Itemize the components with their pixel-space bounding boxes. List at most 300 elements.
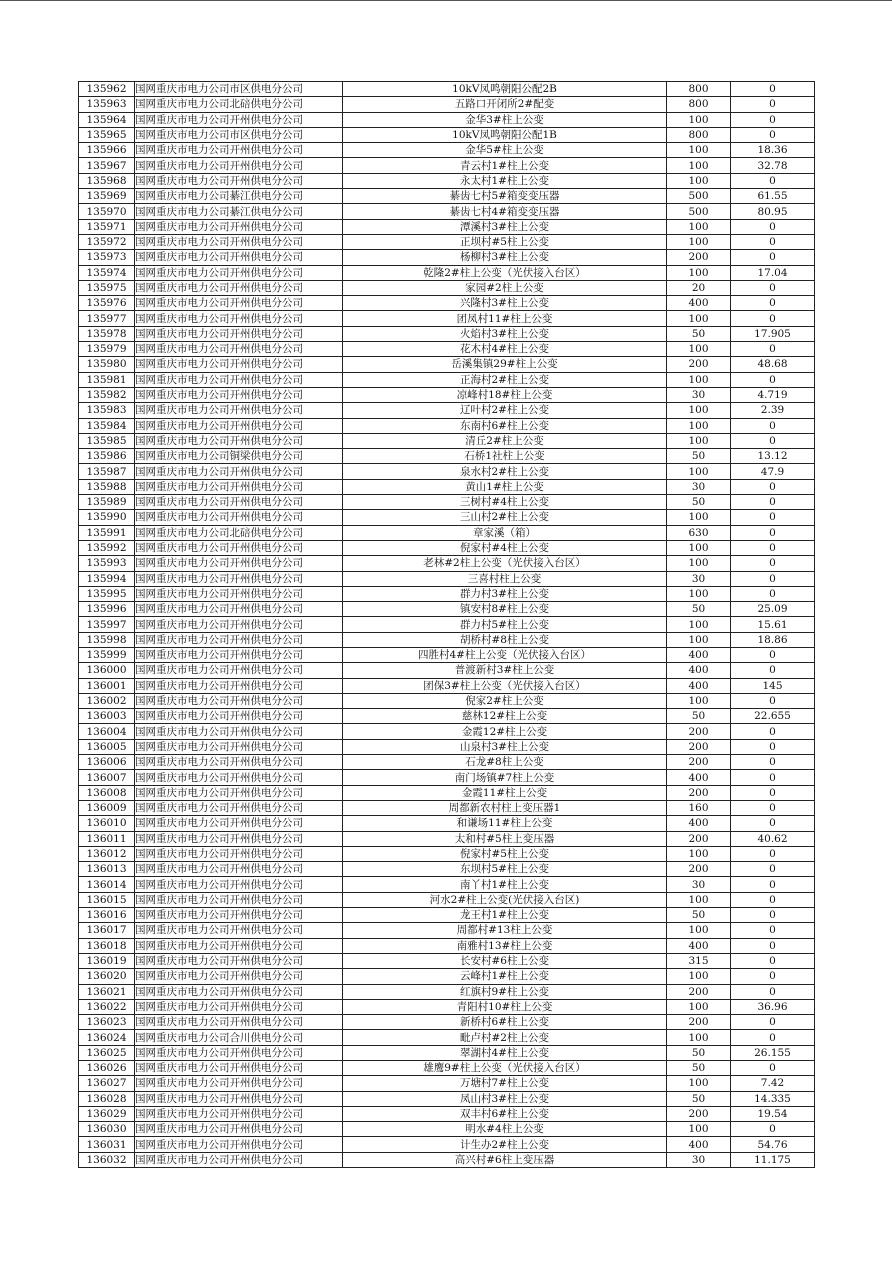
- table-row: [79, 173, 815, 188]
- capacity-cell: 200: [667, 739, 731, 754]
- table-row: [79, 510, 815, 525]
- value-cell: 19.54: [731, 1106, 815, 1121]
- value-cell: 0: [731, 938, 815, 953]
- table-row: [79, 143, 815, 158]
- row-id-cell: 136003: [79, 709, 135, 724]
- company-cell: 国网重庆市电力公司开州供电分公司: [135, 999, 343, 1014]
- row-id-cell: 135990: [79, 510, 135, 525]
- capacity-cell: 50: [667, 1061, 731, 1076]
- row-id-cell: 136021: [79, 984, 135, 999]
- company-cell: 国网重庆市电力公司开州供电分公司: [135, 632, 343, 647]
- company-cell: 国网重庆市电力公司开州供电分公司: [135, 556, 343, 571]
- row-id-cell: 136002: [79, 693, 135, 708]
- capacity-cell: 100: [667, 403, 731, 418]
- transformer-name-cell: 和谦场11#柱上公变: [343, 816, 667, 831]
- row-id-cell: 136005: [79, 739, 135, 754]
- transformer-name-cell: 普渡新村3#柱上公变: [343, 663, 667, 678]
- table-row: [79, 602, 815, 617]
- value-cell: 15.61: [731, 617, 815, 632]
- company-cell: 国网重庆市电力公司綦江供电分公司: [135, 189, 343, 204]
- value-cell: 0: [731, 984, 815, 999]
- row-id-cell: 135963: [79, 97, 135, 112]
- row-id-cell: 136004: [79, 724, 135, 739]
- row-id-cell: 135976: [79, 296, 135, 311]
- capacity-cell: 100: [667, 969, 731, 984]
- table-row: [79, 1152, 815, 1167]
- row-id-cell: 136013: [79, 862, 135, 877]
- capacity-cell: 50: [667, 495, 731, 510]
- table-row: [79, 800, 815, 815]
- value-cell: 0: [731, 892, 815, 907]
- value-cell: 0: [731, 755, 815, 770]
- row-id-cell: 136030: [79, 1122, 135, 1137]
- value-cell: 36.96: [731, 999, 815, 1014]
- value-cell: 145: [731, 678, 815, 693]
- row-id-cell: 136014: [79, 877, 135, 892]
- table-row: [79, 280, 815, 295]
- company-cell: 国网重庆市电力公司开州供电分公司: [135, 403, 343, 418]
- value-cell: 0: [731, 250, 815, 265]
- company-cell: 国网重庆市电力公司开州供电分公司: [135, 816, 343, 831]
- table-row: [79, 342, 815, 357]
- capacity-cell: 50: [667, 1091, 731, 1106]
- transformer-name-cell: 五路口开闭所2#配变: [343, 97, 667, 112]
- transformer-name-cell: 毗卢村#2柱上公变: [343, 1030, 667, 1045]
- capacity-cell: 100: [667, 372, 731, 387]
- transformer-name-cell: 南雅村13#柱上公变: [343, 938, 667, 953]
- capacity-cell: 200: [667, 1015, 731, 1030]
- capacity-cell: 100: [667, 892, 731, 907]
- table-row: [79, 296, 815, 311]
- row-id-cell: 135972: [79, 234, 135, 249]
- company-cell: 国网重庆市电力公司合川供电分公司: [135, 1030, 343, 1045]
- capacity-cell: 100: [667, 693, 731, 708]
- value-cell: 61.55: [731, 189, 815, 204]
- capacity-cell: 400: [667, 816, 731, 831]
- row-id-cell: 136007: [79, 770, 135, 785]
- capacity-cell: 100: [667, 158, 731, 173]
- capacity-cell: 800: [667, 82, 731, 97]
- value-cell: 13.12: [731, 449, 815, 464]
- transformer-name-cell: 清丘2#柱上公变: [343, 433, 667, 448]
- value-cell: 0: [731, 846, 815, 861]
- company-cell: 国网重庆市电力公司开州供电分公司: [135, 357, 343, 372]
- row-id-cell: 135997: [79, 617, 135, 632]
- company-cell: 国网重庆市电力公司开州供电分公司: [135, 1061, 343, 1076]
- transformer-name-cell: 章家溪（箱）: [343, 525, 667, 540]
- company-cell: 国网重庆市电力公司开州供电分公司: [135, 510, 343, 525]
- value-cell: 0: [731, 112, 815, 127]
- table-row: [79, 1030, 815, 1045]
- table-row: [79, 387, 815, 402]
- value-cell: 0: [731, 693, 815, 708]
- transformer-name-cell: 双丰村6#柱上公变: [343, 1106, 667, 1121]
- row-id-cell: 135978: [79, 326, 135, 341]
- transformer-name-cell: 河水2#柱上公变(光伏接入台区): [343, 892, 667, 907]
- table-row: [79, 372, 815, 387]
- value-cell: 40.62: [731, 831, 815, 846]
- transformer-name-cell: 火焰村3#柱上公变: [343, 326, 667, 341]
- transformer-name-cell: 青云村1#柱上公变: [343, 158, 667, 173]
- table-row: [79, 495, 815, 510]
- transformer-name-cell: 乾隆2#柱上公变（光伏接入台区）: [343, 265, 667, 280]
- table-row: [79, 632, 815, 647]
- transformer-name-cell: 龙王村1#柱上公变: [343, 908, 667, 923]
- table-row: [79, 617, 815, 632]
- row-id-cell: 135985: [79, 433, 135, 448]
- row-id-cell: 135981: [79, 372, 135, 387]
- capacity-cell: 30: [667, 387, 731, 402]
- transformer-name-cell: 岳溪集镇29#柱上公变: [343, 357, 667, 372]
- company-cell: 国网重庆市电力公司开州供电分公司: [135, 877, 343, 892]
- row-id-cell: 136026: [79, 1061, 135, 1076]
- transformer-name-cell: 花木村4#柱上公变: [343, 342, 667, 357]
- capacity-cell: 100: [667, 632, 731, 647]
- company-cell: 国网重庆市电力公司开州供电分公司: [135, 1122, 343, 1137]
- transformer-name-cell: 南丫村1#柱上公变: [343, 877, 667, 892]
- company-cell: 国网重庆市电力公司开州供电分公司: [135, 800, 343, 815]
- table-row: [79, 586, 815, 601]
- table-row: [79, 724, 815, 739]
- transformer-name-cell: 群力村5#柱上公变: [343, 617, 667, 632]
- capacity-cell: 100: [667, 464, 731, 479]
- row-id-cell: 135967: [79, 158, 135, 173]
- capacity-cell: 50: [667, 449, 731, 464]
- capacity-cell: 315: [667, 953, 731, 968]
- value-cell: 2.39: [731, 403, 815, 418]
- value-cell: 80.95: [731, 204, 815, 219]
- capacity-cell: 100: [667, 1076, 731, 1091]
- table-row: [79, 739, 815, 754]
- row-id-cell: 136027: [79, 1076, 135, 1091]
- company-cell: 国网重庆市电力公司开州供电分公司: [135, 495, 343, 510]
- capacity-cell: 400: [667, 678, 731, 693]
- company-cell: 国网重庆市电力公司开州供电分公司: [135, 311, 343, 326]
- table-row: [79, 540, 815, 555]
- capacity-cell: 100: [667, 265, 731, 280]
- capacity-cell: 100: [667, 143, 731, 158]
- transformer-name-cell: 凉峰村18#柱上公变: [343, 387, 667, 402]
- transformer-name-cell: 金霞11#柱上公变: [343, 785, 667, 800]
- company-cell: 国网重庆市电力公司开州供电分公司: [135, 158, 343, 173]
- row-id-cell: 136024: [79, 1030, 135, 1045]
- table-row: [79, 311, 815, 326]
- transformer-name-cell: 家园#2柱上公变: [343, 280, 667, 295]
- table-row: [79, 1061, 815, 1076]
- company-cell: 国网重庆市电力公司开州供电分公司: [135, 953, 343, 968]
- transformer-name-cell: 永太村1#柱上公变: [343, 173, 667, 188]
- company-cell: 国网重庆市电力公司开州供电分公司: [135, 831, 343, 846]
- capacity-cell: 800: [667, 127, 731, 142]
- transformer-name-cell: 南门场镇#7柱上公变: [343, 770, 667, 785]
- row-id-cell: 135975: [79, 280, 135, 295]
- row-id-cell: 135988: [79, 479, 135, 494]
- transformer-name-cell: 团保3#柱上公变（光伏接入台区）: [343, 678, 667, 693]
- company-cell: 国网重庆市电力公司开州供电分公司: [135, 326, 343, 341]
- value-cell: 7.42: [731, 1076, 815, 1091]
- value-cell: 0: [731, 586, 815, 601]
- company-cell: 国网重庆市电力公司开州供电分公司: [135, 846, 343, 861]
- transformer-name-cell: 潭溪村3#柱上公变: [343, 219, 667, 234]
- transformer-name-cell: 綦齿七村4#箱变变压器: [343, 204, 667, 219]
- value-cell: 47.9: [731, 464, 815, 479]
- company-cell: 国网重庆市电力公司开州供电分公司: [135, 464, 343, 479]
- company-cell: 国网重庆市电力公司开州供电分公司: [135, 892, 343, 907]
- capacity-cell: 200: [667, 755, 731, 770]
- table-row: [79, 525, 815, 540]
- row-id-cell: 136018: [79, 938, 135, 953]
- transformer-name-cell: 东坝村5#柱上公变: [343, 862, 667, 877]
- capacity-cell: 100: [667, 311, 731, 326]
- row-id-cell: 135982: [79, 387, 135, 402]
- value-cell: 26.155: [731, 1045, 815, 1060]
- company-cell: 国网重庆市电力公司开州供电分公司: [135, 280, 343, 295]
- capacity-cell: 400: [667, 1137, 731, 1152]
- row-id-cell: 135973: [79, 250, 135, 265]
- row-id-cell: 136032: [79, 1152, 135, 1167]
- company-cell: 国网重庆市电力公司开州供电分公司: [135, 234, 343, 249]
- row-id-cell: 136020: [79, 969, 135, 984]
- company-cell: 国网重庆市电力公司开州供电分公司: [135, 112, 343, 127]
- company-cell: 国网重庆市电力公司开州供电分公司: [135, 617, 343, 632]
- row-id-cell: 135991: [79, 525, 135, 540]
- transformer-name-cell: 周都新农村柱上变压器1: [343, 800, 667, 815]
- value-cell: 22.655: [731, 709, 815, 724]
- transformer-name-cell: 三喜村柱上公变: [343, 571, 667, 586]
- company-cell: 国网重庆市电力公司开州供电分公司: [135, 647, 343, 662]
- value-cell: 0: [731, 862, 815, 877]
- capacity-cell: 200: [667, 357, 731, 372]
- transformer-name-cell: 10kV凤鸣朝阳公配2B: [343, 82, 667, 97]
- table-row: [79, 433, 815, 448]
- company-cell: 国网重庆市电力公司开州供电分公司: [135, 540, 343, 555]
- company-cell: 国网重庆市电力公司开州供电分公司: [135, 770, 343, 785]
- company-cell: 国网重庆市电力公司北碚供电分公司: [135, 525, 343, 540]
- company-cell: 国网重庆市电力公司开州供电分公司: [135, 663, 343, 678]
- capacity-cell: 160: [667, 800, 731, 815]
- transformer-name-cell: 云峰村1#柱上公变: [343, 969, 667, 984]
- company-cell: 国网重庆市电力公司开州供电分公司: [135, 296, 343, 311]
- table-body: [79, 82, 815, 1168]
- transformer-name-cell: 兴隆村3#柱上公变: [343, 296, 667, 311]
- value-cell: 54.76: [731, 1137, 815, 1152]
- row-id-cell: 136028: [79, 1091, 135, 1106]
- row-id-cell: 135995: [79, 586, 135, 601]
- capacity-cell: 100: [667, 1122, 731, 1137]
- value-cell: 0: [731, 953, 815, 968]
- transformer-name-cell: 红旗村9#柱上公变: [343, 984, 667, 999]
- company-cell: 国网重庆市电力公司开州供电分公司: [135, 418, 343, 433]
- table-row: [79, 418, 815, 433]
- company-cell: 国网重庆市电力公司开州供电分公司: [135, 1137, 343, 1152]
- capacity-cell: 30: [667, 571, 731, 586]
- row-id-cell: 135970: [79, 204, 135, 219]
- company-cell: 国网重庆市电力公司开州供电分公司: [135, 938, 343, 953]
- transformer-name-cell: 长安村#6柱上公变: [343, 953, 667, 968]
- capacity-cell: 30: [667, 1152, 731, 1167]
- capacity-cell: 200: [667, 862, 731, 877]
- value-cell: 18.86: [731, 632, 815, 647]
- row-id-cell: 136009: [79, 800, 135, 815]
- value-cell: 32.78: [731, 158, 815, 173]
- value-cell: 0: [731, 372, 815, 387]
- table-row: [79, 785, 815, 800]
- transformer-table: [78, 81, 815, 1168]
- transformer-name-cell: 杨柳村3#柱上公变: [343, 250, 667, 265]
- value-cell: 0: [731, 127, 815, 142]
- table-row: [79, 234, 815, 249]
- row-id-cell: 135962: [79, 82, 135, 97]
- value-cell: 0: [731, 816, 815, 831]
- transformer-name-cell: 辽叶村2#柱上公变: [343, 403, 667, 418]
- transformer-name-cell: 金华5#柱上公变: [343, 143, 667, 158]
- row-id-cell: 135983: [79, 403, 135, 418]
- company-cell: 国网重庆市电力公司铜梁供电分公司: [135, 449, 343, 464]
- capacity-cell: 100: [667, 556, 731, 571]
- company-cell: 国网重庆市电力公司开州供电分公司: [135, 387, 343, 402]
- value-cell: 0: [731, 1015, 815, 1030]
- company-cell: 国网重庆市电力公司开州供电分公司: [135, 969, 343, 984]
- row-id-cell: 136019: [79, 953, 135, 968]
- table-row: [79, 357, 815, 372]
- row-id-cell: 136022: [79, 999, 135, 1014]
- capacity-cell: 200: [667, 250, 731, 265]
- transformer-name-cell: 四胜村4#柱上公变（光伏接入台区）: [343, 647, 667, 662]
- row-id-cell: 135989: [79, 495, 135, 510]
- transformer-name-cell: 倪家2#柱上公变: [343, 693, 667, 708]
- value-cell: 0: [731, 219, 815, 234]
- capacity-cell: 200: [667, 1106, 731, 1121]
- capacity-cell: 630: [667, 525, 731, 540]
- company-cell: 国网重庆市电力公司开州供电分公司: [135, 433, 343, 448]
- row-id-cell: 136031: [79, 1137, 135, 1152]
- capacity-cell: 500: [667, 204, 731, 219]
- transformer-name-cell: 三树村#4柱上公变: [343, 495, 667, 510]
- company-cell: 国网重庆市电力公司北碚供电分公司: [135, 97, 343, 112]
- company-cell: 国网重庆市电力公司开州供电分公司: [135, 1091, 343, 1106]
- value-cell: 0: [731, 908, 815, 923]
- table-row: [79, 846, 815, 861]
- row-id-cell: 136017: [79, 923, 135, 938]
- transformer-name-cell: 石桥1社柱上公变: [343, 449, 667, 464]
- row-id-cell: 136025: [79, 1045, 135, 1060]
- table-row: [79, 969, 815, 984]
- value-cell: 0: [731, 280, 815, 295]
- transformer-name-cell: 10kV凤鸣朝阳公配1B: [343, 127, 667, 142]
- table-row: [79, 938, 815, 953]
- value-cell: 0: [731, 770, 815, 785]
- value-cell: 0: [731, 296, 815, 311]
- company-cell: 国网重庆市电力公司开州供电分公司: [135, 1152, 343, 1167]
- row-id-cell: 136011: [79, 831, 135, 846]
- table-row: [79, 1122, 815, 1137]
- row-id-cell: 135992: [79, 540, 135, 555]
- transformer-name-cell: 青阳村10#柱上公变: [343, 999, 667, 1014]
- capacity-cell: 50: [667, 1045, 731, 1060]
- company-cell: 国网重庆市电力公司市区供电分公司: [135, 82, 343, 97]
- capacity-cell: 20: [667, 280, 731, 295]
- row-id-cell: 136010: [79, 816, 135, 831]
- value-cell: 0: [731, 1030, 815, 1045]
- transformer-name-cell: 慈林12#柱上公变: [343, 709, 667, 724]
- value-cell: 0: [731, 1122, 815, 1137]
- value-cell: 0: [731, 479, 815, 494]
- value-cell: 0: [731, 647, 815, 662]
- row-id-cell: 135965: [79, 127, 135, 142]
- row-id-cell: 135998: [79, 632, 135, 647]
- value-cell: 0: [731, 1061, 815, 1076]
- row-id-cell: 135966: [79, 143, 135, 158]
- table-row: [79, 816, 815, 831]
- value-cell: 0: [731, 540, 815, 555]
- table-row: [79, 479, 815, 494]
- row-id-cell: 135999: [79, 647, 135, 662]
- transformer-name-cell: 翠湖村4#柱上公变: [343, 1045, 667, 1060]
- capacity-cell: 100: [667, 510, 731, 525]
- company-cell: 国网重庆市电力公司开州供电分公司: [135, 984, 343, 999]
- transformer-name-cell: 周都村#13柱上公变: [343, 923, 667, 938]
- value-cell: 0: [731, 234, 815, 249]
- transformer-name-cell: 太和村#5柱上变压器: [343, 831, 667, 846]
- value-cell: 25.09: [731, 602, 815, 617]
- row-id-cell: 136015: [79, 892, 135, 907]
- company-cell: 国网重庆市电力公司开州供电分公司: [135, 678, 343, 693]
- capacity-cell: 100: [667, 617, 731, 632]
- value-cell: 0: [731, 556, 815, 571]
- company-cell: 国网重庆市电力公司开州供电分公司: [135, 693, 343, 708]
- table-row: [79, 326, 815, 341]
- row-id-cell: 136023: [79, 1015, 135, 1030]
- table-row: [79, 984, 815, 999]
- capacity-cell: 100: [667, 173, 731, 188]
- value-cell: 0: [731, 173, 815, 188]
- capacity-cell: 400: [667, 938, 731, 953]
- company-cell: 国网重庆市电力公司开州供电分公司: [135, 265, 343, 280]
- row-id-cell: 136012: [79, 846, 135, 861]
- value-cell: 4.719: [731, 387, 815, 402]
- value-cell: 0: [731, 923, 815, 938]
- table-row: [79, 204, 815, 219]
- capacity-cell: 200: [667, 831, 731, 846]
- capacity-cell: 50: [667, 908, 731, 923]
- row-id-cell: 135968: [79, 173, 135, 188]
- value-cell: 0: [731, 342, 815, 357]
- table-row: [79, 693, 815, 708]
- company-cell: 国网重庆市电力公司开州供电分公司: [135, 755, 343, 770]
- table-row: [79, 831, 815, 846]
- capacity-cell: 800: [667, 97, 731, 112]
- transformer-name-cell: 镇安村8#柱上公变: [343, 602, 667, 617]
- table-row: [79, 647, 815, 662]
- table-row: [79, 571, 815, 586]
- company-cell: 国网重庆市电力公司开州供电分公司: [135, 571, 343, 586]
- company-cell: 国网重庆市电力公司开州供电分公司: [135, 479, 343, 494]
- capacity-cell: 400: [667, 296, 731, 311]
- table-row: [79, 1091, 815, 1106]
- capacity-cell: 400: [667, 663, 731, 678]
- value-cell: 17.905: [731, 326, 815, 341]
- table-row: [79, 219, 815, 234]
- value-cell: 0: [731, 800, 815, 815]
- transformer-name-cell: 计生办2#柱上公变: [343, 1137, 667, 1152]
- company-cell: 国网重庆市电力公司开州供电分公司: [135, 739, 343, 754]
- capacity-cell: 100: [667, 112, 731, 127]
- transformer-name-cell: 金华3#柱上公变: [343, 112, 667, 127]
- capacity-cell: 100: [667, 342, 731, 357]
- row-id-cell: 136008: [79, 785, 135, 800]
- transformer-name-cell: 金霞12#柱上公变: [343, 724, 667, 739]
- value-cell: 0: [731, 525, 815, 540]
